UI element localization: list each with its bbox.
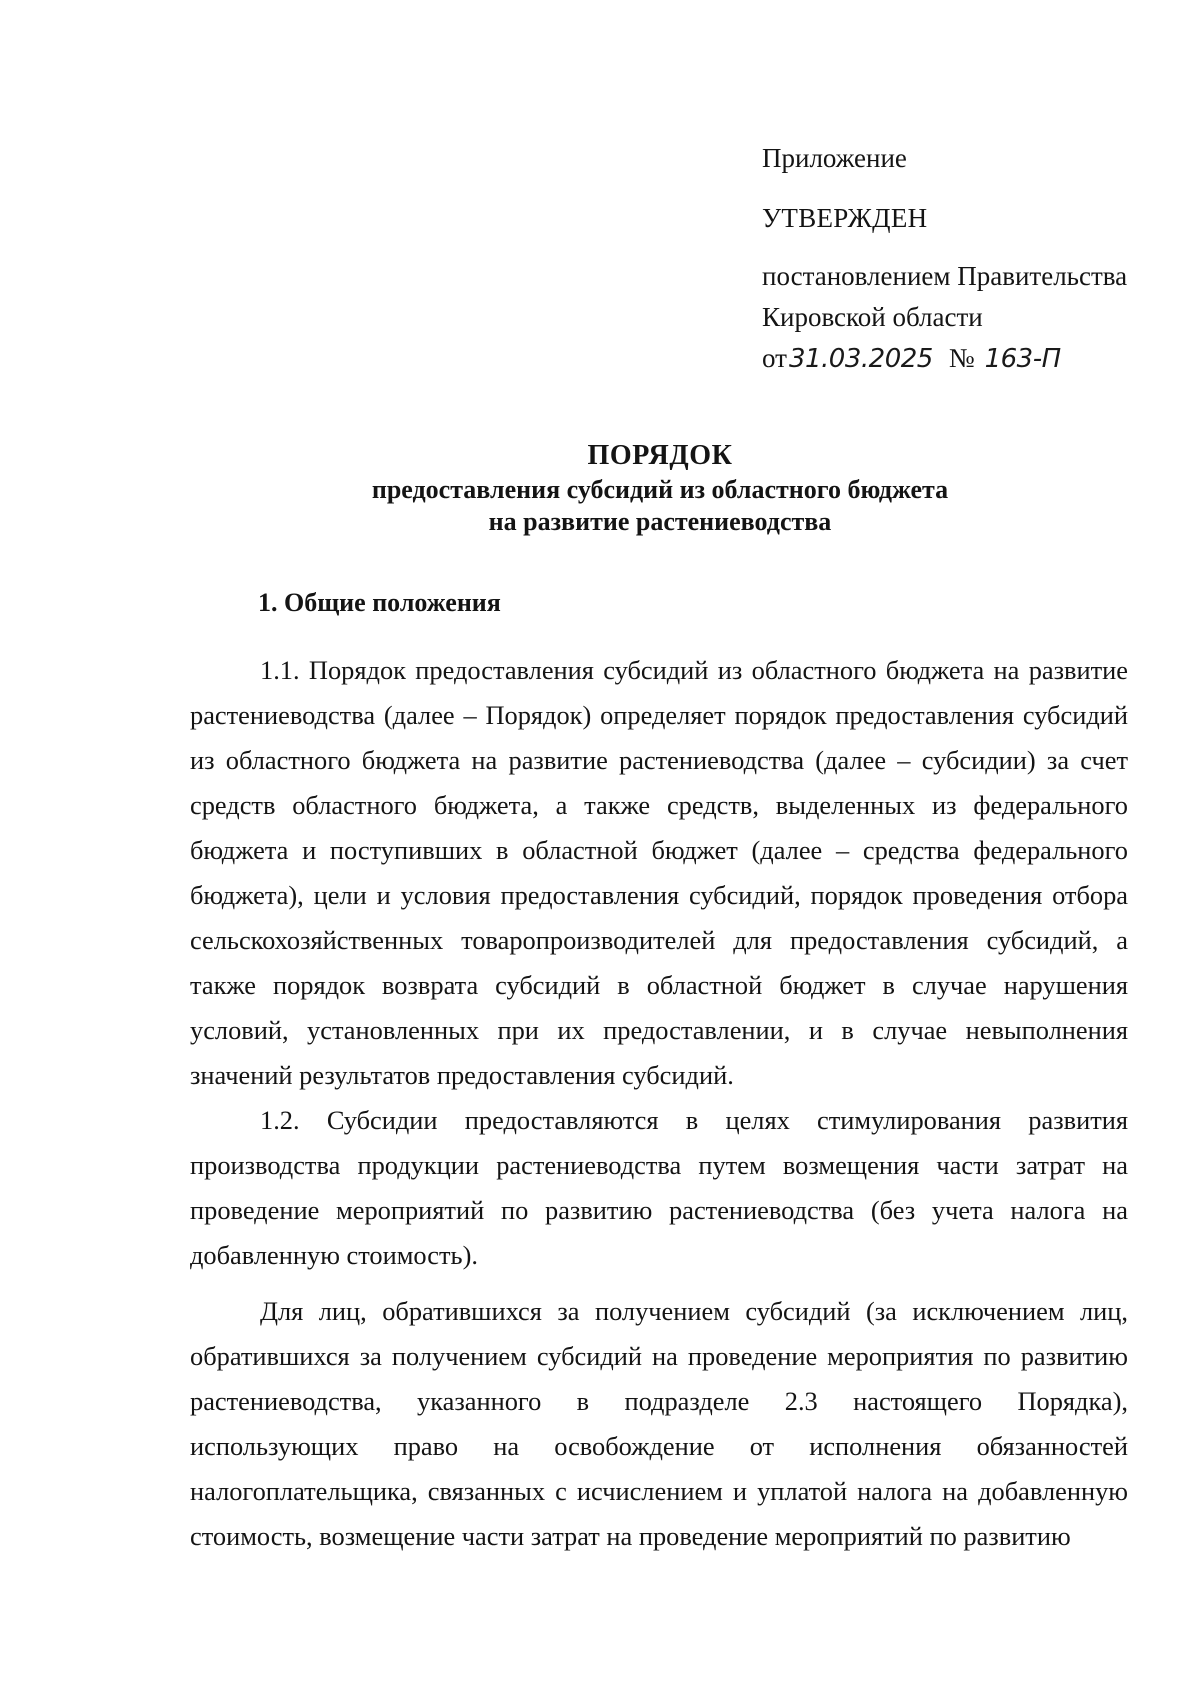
approved-label: УТВЕРЖДЕН: [762, 203, 928, 233]
date-prefix: от: [762, 343, 787, 373]
document-title: ПОРЯДОК: [587, 440, 733, 471]
section-body: [190, 648, 1128, 1559]
resolution-date-number: [762, 338, 1182, 380]
document-title-block: [150, 438, 1170, 538]
number-sign: №: [948, 343, 975, 373]
handwritten-number: 163-П: [984, 344, 1061, 374]
section-heading: 1. Общие положения: [258, 588, 501, 617]
paragraph-1-1: 1.1. Порядок предоставления субсидий из областного бюджета на развитие растениеводства (далее – Порядок) определяет порядок предоставления субсидий из областного бюджета на развитие растениеводства (далее – субсидии) за счет средств областного бюджета, а также средств, выделенных из федерального бюджета и поступивших в областной бюджет (далее – средства федерального бюджета), цели и условия предоставления субсидий, порядок проведения отбора сельскохозяйственных товаропроизводителей для предоставления субсидий, а также порядок возврата субсидий в областной бюджет в случае нарушения условий, установленных при их предоставлении, и в случае невыполнения значений результатов предоставления субсидий.: [190, 655, 1128, 1090]
approval-stamp-block: [762, 136, 1182, 380]
document-subtitle-line-2: на развитие растениеводства: [488, 507, 832, 536]
handwritten-date: 31.03.2025: [788, 344, 933, 374]
resolution-line-1: постановлением Правительства: [762, 261, 1128, 291]
paragraph-1-2: 1.2. Субсидии предоставляются в целях стимулирования развития производства продукции растениеводства путем возмещения части затрат на проведение мероприятий по развитию растениеводства (без учета налога на добавленную стоимость).: [190, 1105, 1128, 1270]
paragraph-vat-note: Для лиц, обратившихся за получением субсидий (за исключением лиц, обратившихся за получением субсидий на проведение мероприятия по развитию растениеводства, указанного в подразделе 2.3 настоящего Порядка), использующих право на освобождение от исполнения обязанностей налогоплательщика, связанных с исчислением и уплатой налога на добавленную стоимость, возмещение части затрат на проведение мероприятий по развитию: [190, 1296, 1128, 1551]
document-subtitle-line-1: предоставления субсидий из областного бюджета: [371, 475, 949, 504]
appendix-label: Приложение: [762, 143, 907, 173]
resolution-line-2: Кировской области: [762, 302, 983, 332]
